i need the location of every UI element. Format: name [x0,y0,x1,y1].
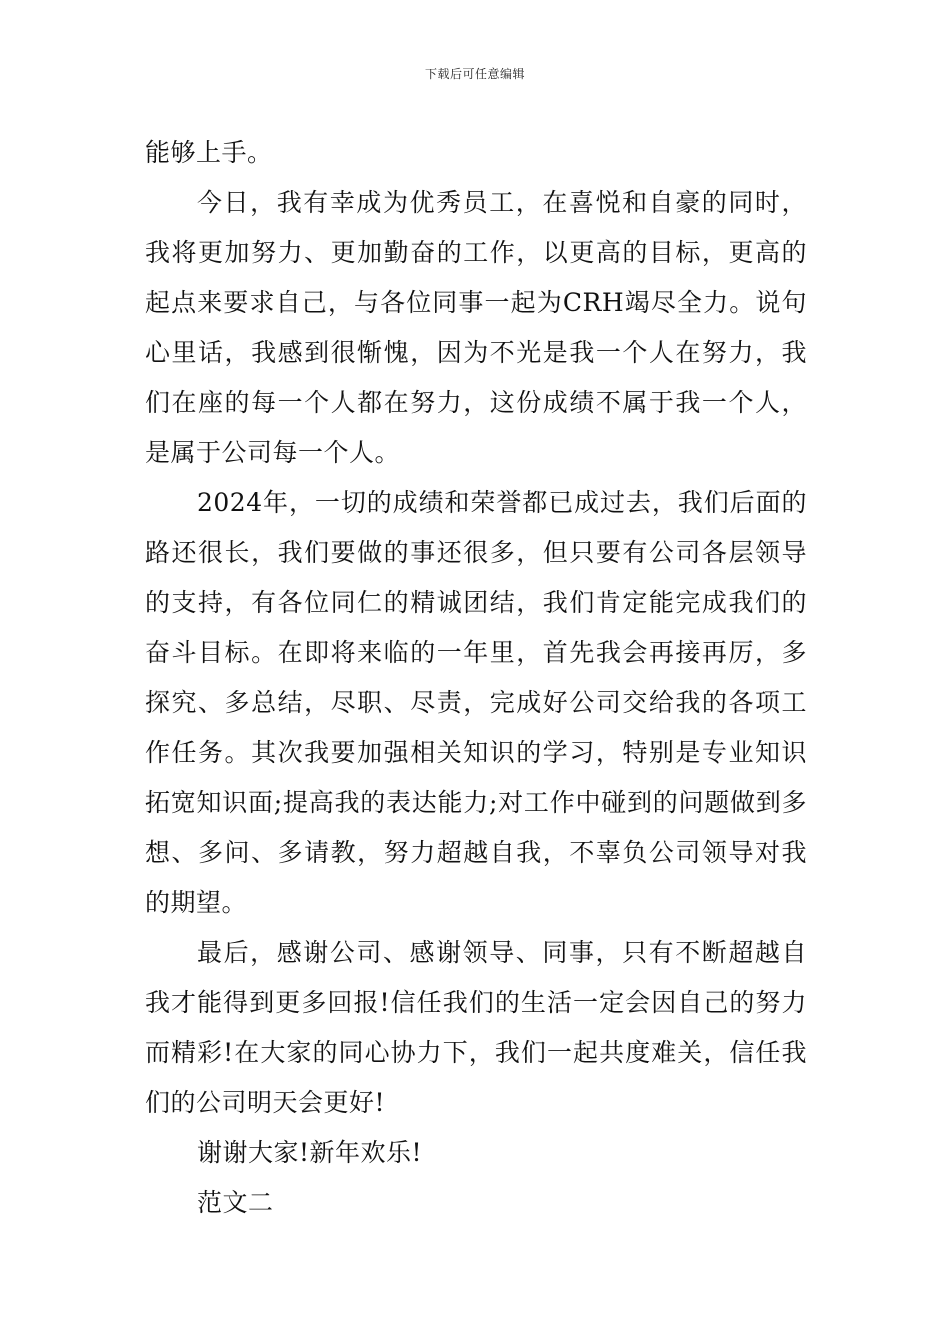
page-header-note: 下载后可任意编辑 [424,67,525,81]
paragraph: 范文二 [197,1188,274,1217]
paragraph: 能够上手。 [145,138,273,167]
paragraph: 最后，感谢公司、感谢领导、同事，只有不断超越自我才能得到更多回报!信任我们的生活一定会因自己的努力而精彩!在大家的同心协力下，我们一起共度难关，信任我们的公司明天会更好! [145,938,807,1117]
paragraph: 2024年，一切的成绩和荣誉都已成过去，我们后面的路还很长，我们要做的事还很多，但只要有公司各层领导的支持，有各位同仁的精诚团结，我们肯定能完成我们的奋斗目标。在即将来临的一年里，首先我会再接再厉，多探究、多总结，尽职、尽责，完成好公司交给我的各项工作任务。其次我要加强相关知识的学习，特别是专业知识拓宽知识面;提高我的表达能力;对工作中碰到的问题做到多想、多问、多请教，努力超越自我，不辜负公司领导对我的期望。 [145,488,807,917]
paragraph: 谢谢大家!新年欢乐! [197,1138,423,1167]
document-body [145,128,807,1228]
paragraph: 今日，我有幸成为优秀员工，在喜悦和自豪的同时，我将更加努力、更加勤奋的工作，以更高的目标，更高的起点来要求自己，与各位同事一起为CRH竭尽全力。说句心里话，我感到很惭愧，因为不光是我一个人在努力，我们在座的每一个人都在努力，这份成绩不属于我一个人，是属于公司每一个人。 [145,188,807,467]
